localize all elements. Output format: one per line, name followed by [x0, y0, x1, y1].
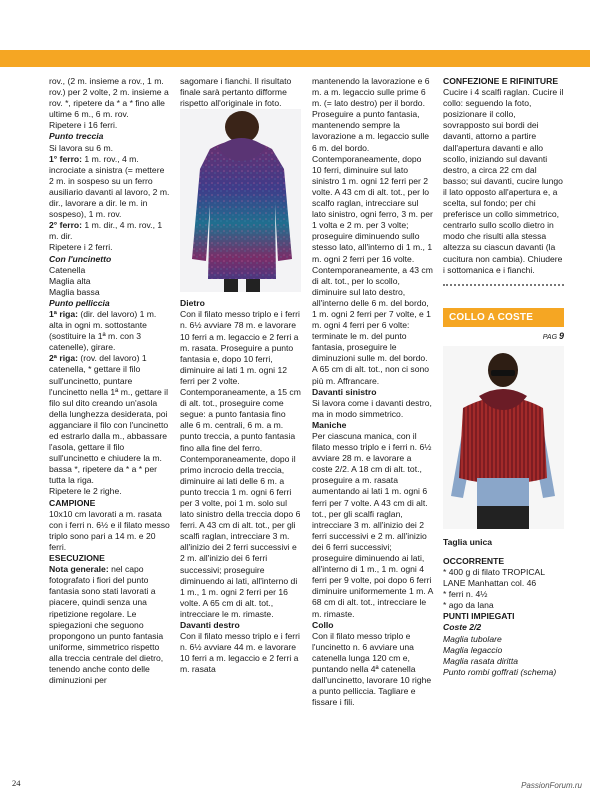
paragraph: Con il filato messo triplo e i ferri n. 6½ avviare 78 m. e lavorare 10 ferri a m. legaccio e 2 ferri a m. rasata. Proseguire a punto fantasia e, dopo 10 ferri, diminuire ai lati 1 m. ogni 12 ferri per 2 volte. Contemporaneamente, a 15 cm di alt. tot., proseguire come segue: a punto fantasia fino alle 6 m. centrali, 6 m. a m. punto treccia, a punto fantasia fino alla fine del ferro. Contemporaneamente, dopo il primo incrocio della treccia, diminuire ai lati delle 6 m. a punto treccia 1 m. ogni 6 ferri per 3 volte, poi 1 m. solo sul lato sinistro della treccia dopo 6 ferri. A 43 cm di alt. tot., per gli scalfi raglan, intrecciare 3 m. all'inizio dei 2 ferri successivi e 2 m. all'inizio dei 6 ferri successivi; proseguire diminuendo ai lati, all'interno di 1 m., 1 m. ogni 2 ferri per 16 volte. A 65 cm di alt. tot., intrecciare le m. rimaste. [180, 309, 301, 619]
subsection-heading: Coste 2/2 [443, 622, 482, 633]
paragraph: Si lavora come i davanti destro, ma in modo simmetrico. [312, 397, 432, 419]
paragraph: sagomare i fianchi. Il risultato finale sarà pertanto difforme rispetto all'originale in foto. [180, 76, 292, 109]
photo-illustration [443, 346, 564, 529]
paragraph: rov., (2 m. insieme a rov., 1 m. rov.) per 2 volte, 2 m. insieme a rov. *, ripetere da * a * fino alle ultime 6 m., 6 m. rov. [49, 76, 169, 120]
section-heading: ESECUZIONE [49, 553, 105, 564]
paragraph: mantenendo la lavorazione e 6 m. a m. legaccio sulle prime 6 m. (= lato destro) per il bordo. Proseguire a punto fantasia, mantenendo sempre la lavorazione a m. legaccio sulle 6 m. del bordo. Contemporaneamente, dopo 10 ferri, diminuire sul lato sinistro 1 m. ogni 12 ferri per 2 volte. A 43 cm di alt. tot., per lo scalfo raglan, intrecciare sul lato sinistro, ogni ferro, 3 m. per 1 volta e 2 m. per 3 volte; proseguire diminuendo sullo stesso lato, all'interno di 1 m., 1 m. ogni 2 ferri per 16 volte. Contemporaneamente, a 43 cm di alt. tot., per lo scollo, diminuire sul lato destro, all'interno delle 6 m. del bordo, 1 m. ogni 2 ferri per 7 volte, e 1 m. ogni 4 ferri per 6 volte: terminate le m. del punto fantasia, proseguire le diminuzioni sulle m. del bordo. A 65 cm di alt. tot., non ci sono più m. Affrancare. [312, 76, 433, 386]
paragraph [49, 154, 170, 221]
column-1 [49, 76, 170, 686]
paragraph: Ripetere le 2 righe. [49, 486, 122, 497]
paragraph: Ripetere i 16 ferri. [49, 120, 118, 131]
paragraph: Ripetere i 2 ferri. [49, 242, 113, 253]
section-heading: Punto treccia [49, 131, 104, 142]
list-item: Maglia rasata diritta [443, 655, 518, 666]
section-heading: Con l'uncinetto [49, 253, 112, 264]
page-reference [443, 331, 564, 343]
project-title: COLLO A COSTE [449, 311, 534, 323]
paragraph: Con il filato messo triplo e i ferri n. 6½ avviare 44 m. e lavorare 10 ferri a m. legaccio e 2 ferri a m. rasata [180, 631, 300, 675]
section-heading: CAMPIONE [49, 497, 96, 508]
row-text: 1 m. rov., 4 m. incrociate a sinistra (= mettere 2 m. in sospeso su un ferro ausiliario davanti al lavoro, 2 m. dir., lavorare a dir. le m. in sospeso), 1 m. rov. [49, 153, 170, 220]
row-label: 2° ferro: [49, 220, 83, 231]
model-ribbed-collar-photo [443, 346, 564, 529]
project-banner [443, 308, 564, 327]
paragraph: Con il filato messo triplo e l'uncinetto n. 6 avviare una catenella lunga 120 cm e, puntando nella 4ª catenella dall'uncinetto, lavorare 10 righe a punto pelliccia. Tagliare e fissare i fili. [312, 630, 432, 708]
photo-illustration [180, 109, 301, 292]
row-label: 1ª riga: [49, 308, 78, 319]
section-heading: Maniche [312, 419, 347, 430]
row-text: (dir. del lavoro) 1 m. alta in ogni m. sottostante (sostituire la 1ª m. con 3 catenelle), girare. [49, 308, 157, 353]
row-label: 2ª riga: [49, 353, 78, 364]
note-text: nel capo fotografato i fiori del punto fantasia sono stati lavorati a piacere, quindi senza una ripetizione regolare. Le spiegazioni che seguono propongono un punto fantasia uniforme, simmetrico rispetto alla treccia centrale del dietro, tenendo anche conto delle diminuzioni per [49, 564, 164, 686]
list-item: * ferri n. 4½ [443, 589, 488, 600]
model-back-sweater-photo [180, 109, 301, 292]
list-item: Maglia legaccio [443, 644, 503, 655]
paragraph [49, 220, 170, 242]
column-2 [180, 76, 301, 675]
page-number: 24 [12, 778, 21, 788]
list-item: * 400 g di filato TROPICAL LANE Manhattan col. 46 [443, 566, 545, 589]
size-label: Taglia unica [443, 536, 493, 547]
paragraph: Cucire i 4 scalfi raglan. Cucire il collo: seguendo la foto, posizionare il collo, sovrapposto sui bordi dei davanti, attorno a partire dall'apertura davanti e allo scollo, iniziando sul davanti destro, a circa 22 cm dal basso; sui davanti, cucire lungo il lato opposto all'apertura e, a scelta, sul fondo; per chi preferisce un collo simmetrico, centrarlo sullo scollo dietro in modo che risulti alla stessa altezza su ciascun davanti (la cucitura non cambia). Chiudere i sottomanica e i fianchi. [443, 87, 564, 275]
section-heading: Davanti destro [180, 620, 240, 630]
paragraph: 10x10 cm lavorati a m. rasata con i ferri n. 6½ e il filato messo triplo sono pari a 14 m. e 20 ferri. [49, 508, 170, 552]
column-3 [312, 76, 433, 708]
row-text: (rov. del lavoro) 1 catenella, * gettare il filo sull'uncinetto, puntare l'uncinetto nella 1ª m., gettare il filo sul dito creando un'asola della lunghezza desiderata, poi agganciare il filo con l'uncinetto ed estrarlo dalla m., abbassare l'asola, gettare il filo sull'uncinetto e chiudere la m. bassa *, ripetere da * a * per tutta la riga. [49, 353, 169, 486]
row-label: 1° ferro: [49, 153, 83, 164]
section-heading: Dietro [180, 298, 205, 309]
header-accent-bar [0, 50, 590, 67]
section-heading: Collo [312, 619, 334, 630]
note-label: Nota generale: [49, 564, 109, 575]
section-heading: CONFEZIONE E RIFINITURE [443, 76, 559, 86]
list-item: Maglia bassa [49, 286, 100, 297]
watermark: PassionForum.ru [521, 781, 582, 790]
section-heading: Davanti sinistro [312, 386, 377, 397]
paragraph [49, 353, 170, 486]
list-item: Punto rombi goffrati (schema) [443, 666, 557, 677]
paragraph [49, 564, 170, 686]
section-heading: Punto pelliccia [49, 297, 110, 308]
row-text: 1 m. dir., 4 m. rov., 1 m. dir. [49, 220, 163, 242]
list-item: * ago da lana [443, 600, 494, 611]
section-heading: PUNTI IMPIEGATI [443, 611, 515, 622]
column-4 [443, 76, 564, 678]
list-item: Maglia tubolare [443, 633, 502, 644]
dotted-divider [443, 284, 564, 290]
list-item: Catenella [49, 264, 86, 275]
section-heading: OCCORRENTE [443, 555, 505, 566]
paragraph: Per ciascuna manica, con il filato messo triplo e i ferri n. 6½ avviare 28 m. e lavorare a coste 2/2. A 18 cm di alt. tot., proseguire a m. rasata aumentando ai lati 1 m. ogni 6 ferri per 7 volte. A 43 cm di alt. tot., per gli scalfi raglan, intrecciare 3 m. all'inizio dei 2 ferri successivi e 2 m. all'inizio dei 6 ferri successivi; proseguire diminuendo ai lati, all'interno di 1 m., 1 m. ogni 4 ferri per 9 volte, poi dopo 6 ferri diminuire uniformemente 1 m. A 68 cm di alt. tot., intrecciare le m. rimaste. [312, 431, 433, 619]
list-item: Maglia alta [49, 275, 91, 286]
page-ref-label: PAG [542, 333, 558, 341]
page-ref-number: 9 [558, 330, 564, 341]
paragraph: Si lavora su 6 m. [49, 142, 113, 153]
paragraph [49, 309, 170, 353]
